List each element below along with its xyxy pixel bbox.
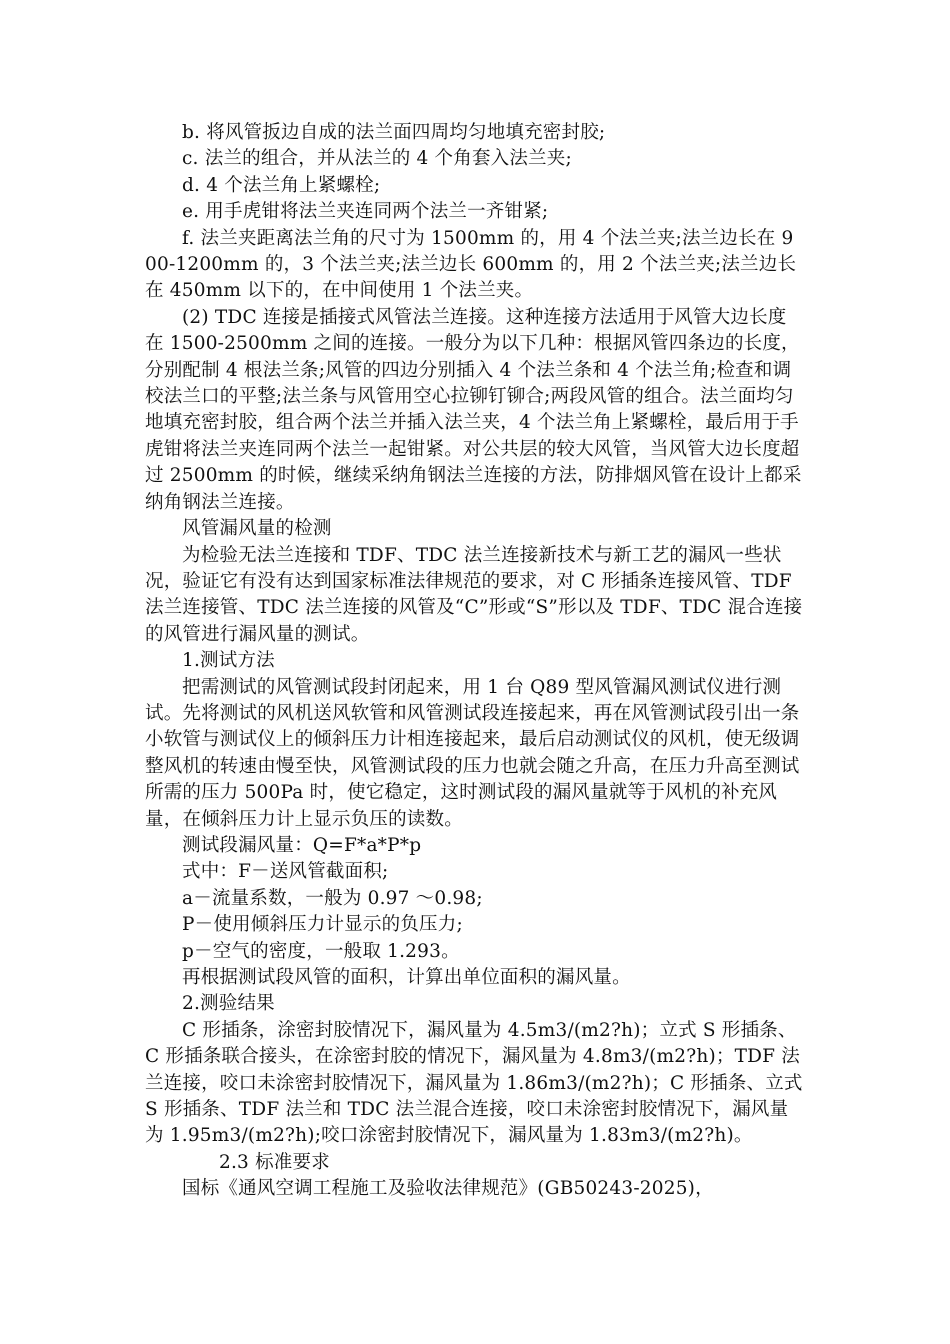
formula-def-p-pressure: P－使用倾斜压力计显示的负压力; (182, 914, 463, 936)
formula-line: 测试段漏风量：Q=F*a*P*p (182, 834, 422, 856)
formula-def-p-density: p－空气的密度，一般取 1.293。 (182, 940, 460, 962)
unit-area-note: 再根据测试段风管的面积，计算出单位面积的漏风量。 (182, 967, 631, 988)
step-d-paragraph: d. 4 个法兰角上紧螺栓; (182, 174, 381, 196)
formula-def-a: a－流量系数，一般为 0.97 ～0.98; (182, 887, 483, 909)
tdc-connection-paragraph: (2) TDC 连接是插接式风管法兰连接。这种连接方法适用于风管大边长度在 1500-2500mm 之间的连接。一般分为以下几种：根据风管四条边的长度，分别配制 4 根法兰条;风管的四边分别插入 4 个法兰条和 4 个法兰角;检查和调校法兰口的平整;法兰条与风管用空心拉铆钉铆合;两段风管的组合。法兰面均匀地填充密封胶，组合两个法兰并插入法兰夹，4 个法兰角上紧螺栓，最后用于手虎钳将法兰夹连同两个法兰一起钳紧。对公共层的较大风管，当风管大边长度超过 2500mm 的时候，继续采纳角钢法兰连接的方法，防排烟风管在设计上都采纳角钢法兰连接。 (145, 306, 802, 513)
document-body (145, 120, 805, 1203)
step-f-paragraph: f. 法兰夹距离法兰角的尺寸为 1500mm 的，用 4 个法兰夹;法兰边长在 900-1200mm 的，3 个法兰夹;法兰边长 600mm 的，用 2 个法兰夹;法兰边长在 450mm 以下的，在中间使用 1 个法兰夹。 (145, 227, 797, 302)
step-c-paragraph: c. 法兰的组合，并从法兰的 4 个角套入法兰夹; (182, 148, 572, 170)
section-heading-leak-test: 风管漏风量的检测 (182, 518, 332, 540)
step-b-paragraph: b. 将风管扳边自成的法兰面四周均匀地填充密封胶; (182, 122, 606, 143)
test-method-paragraph: 把需测试的风管测试段封闭起来，用 1 台 Q89 型风管漏风测试仪进行测试。先将测试的风机送风软管和风管测试段连接起来，再在风管测试段引出一条小软管与测试仪上的倾斜压力计相连接起来，最后启动测试仪的风机，使无级调整风机的转速由慢至快，风管测试段的压力也就会随之升高，在压力升高至测试所需的压力 500Pa 时，使它稳定，这时测试段的漏风量就等于风机的补充风量，在倾斜压力计上显示负压的读数。 (145, 676, 800, 830)
subheading-test-results: 2.测验结果 (182, 993, 275, 1015)
subheading-test-method: 1.测试方法 (182, 650, 275, 672)
step-e-paragraph: e. 用手虎钳将法兰夹连同两个法兰一齐钳紧; (182, 201, 549, 223)
subheading-standard-requirements: 2.3 标准要求 (219, 1151, 330, 1173)
formula-def-f: 式中：F－送风管截面积; (182, 861, 389, 883)
leak-test-intro-paragraph: 为检验无法兰连接和 TDF、TDC 法兰连接新技术与新工艺的漏风一些状况，验证它有没有达到国家标准法律规范的要求，对 C 形插条连接风管、TDF 法兰连接管、TDC 法兰连接的风管及“C”形或“S”形以及 TDF、TDC 混合连接的风管进行漏风量的测试。 (145, 544, 803, 645)
test-results-paragraph: C 形插条，涂密封胶情况下，漏风量为 4.5m3/(m2?h)；立式 S 形插条、C 形插条联合接头，在涂密封胶的情况下，漏风量为 4.8m3/(m2?h)；TDF 法兰连接，咬口未涂密封胶情况下，漏风量为 1.86m3/(m2?h)；C 形插条、立式 S 形插条、TDF 法兰和 TDC 法兰混合连接，咬口未涂密封胶情况下，漏风量为 1.95m3/(m2?h);咬口涂密封胶情况下，漏风量为 1.83m3/(m2?h)。 (145, 1019, 803, 1147)
standard-reference-paragraph: 国标《通风空调工程施工及验收法律规范》(GB50243-2025)， (182, 1178, 714, 1200)
